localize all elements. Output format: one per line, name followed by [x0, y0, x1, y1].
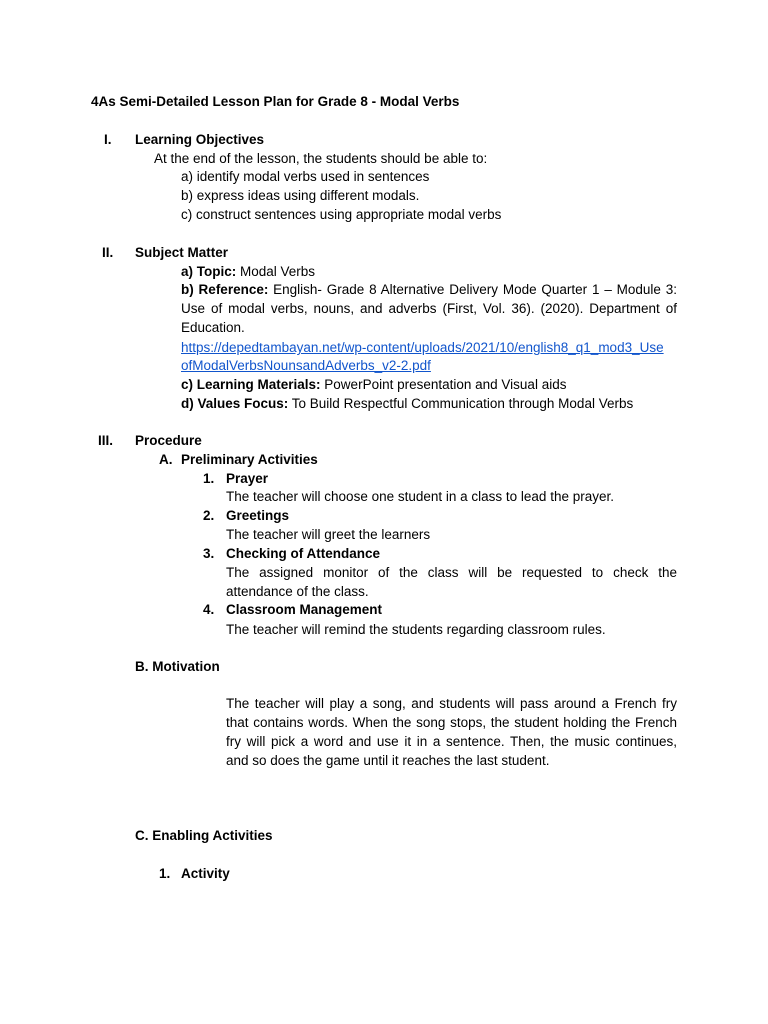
values-value: To Build Respectful Communication through Modal Verbs — [288, 396, 634, 411]
objective-item: c) construct sentences using appropriate modal verbs — [181, 207, 502, 222]
motivation-line: The teacher will play a song, and students will pass around a French fry — [226, 696, 677, 711]
objectives-intro: At the end of the lesson, the students should be able to: — [154, 151, 488, 166]
section-numeral-i: I. — [104, 132, 112, 147]
procedure-heading: Procedure — [135, 433, 202, 448]
topic-label: a) Topic: — [181, 264, 237, 279]
enabling-heading: C. Enabling Activities — [135, 828, 273, 843]
objectives-heading: Learning Objectives — [135, 132, 265, 147]
materials-label: c) Learning Materials: — [181, 377, 321, 392]
subject-heading: Subject Matter — [135, 245, 229, 260]
reference-label: b) Reference: — [181, 282, 269, 297]
page-title: 4As Semi-Detailed Lesson Plan for Grade 8 - Modal Verbs — [91, 94, 460, 109]
step-title-attendance: Checking of Attendance — [226, 546, 381, 561]
values-row — [181, 394, 633, 413]
reference-row-2: Use of modal verbs, nouns, and adverbs (First, Vol. 36). (2020). Department of — [181, 301, 677, 316]
step-number: 1. — [203, 471, 215, 486]
motivation-paragraph — [226, 694, 677, 770]
step-number: 3. — [203, 546, 215, 561]
step-text-prayer: The teacher will choose one student in a class to lead the prayer. — [226, 489, 614, 504]
step-title-greetings: Greetings — [226, 508, 290, 523]
motivation-line: and so does the game until it reaches the last student. — [226, 753, 550, 768]
motivation-heading: B. Motivation — [135, 659, 220, 674]
reference-link-continued[interactable]: ofModalVerbsNounsandAdverbs_v2-2.pdf — [181, 358, 431, 373]
motivation-line: that contains words. When the song stops, the student holding the French — [226, 715, 677, 730]
step-text-management: The teacher will remind the students regarding classroom rules. — [226, 622, 606, 637]
motivation-line: fry will pick a word and use it in a sentence. Then, the music continues, — [226, 734, 677, 749]
step-text-attendance — [226, 563, 677, 601]
materials-value: PowerPoint presentation and Visual aids — [320, 377, 567, 392]
reference-row-3: Education. — [181, 320, 245, 335]
objective-item: b) express ideas using different modals. — [181, 188, 420, 203]
section-numeral-iii: III. — [98, 433, 114, 448]
values-label: d) Values Focus: — [181, 396, 289, 411]
step-title-management: Classroom Management — [226, 602, 383, 617]
reference-text: English- Grade 8 Alternative Delivery Mode Quarter 1 – Module 3: — [268, 282, 677, 297]
preliminary-letter: A. — [159, 452, 173, 467]
step-number: 2. — [203, 508, 215, 523]
topic-value: Modal Verbs — [236, 264, 316, 279]
reference-link[interactable]: https://depedtambayan.net/wp-content/uploads/2021/10/english8_q1_mod3_Use — [181, 340, 664, 355]
enabling-step-title: Activity — [181, 866, 230, 881]
objective-item: a) identify modal verbs used in sentences — [181, 169, 430, 184]
preliminary-heading: Preliminary Activities — [181, 452, 318, 467]
reference-block — [181, 280, 677, 337]
attendance-line-2: attendance of the class. — [226, 584, 369, 599]
enabling-step-number: 1. — [159, 866, 171, 881]
topic-row — [181, 262, 315, 281]
attendance-line-1: The assigned monitor of the class will be requested to check the — [226, 565, 677, 580]
materials-row — [181, 375, 566, 394]
step-number: 4. — [203, 602, 215, 617]
reference-row-1 — [181, 280, 677, 299]
section-numeral-ii: II. — [102, 245, 114, 260]
step-title-prayer: Prayer — [226, 471, 269, 486]
step-text-greetings: The teacher will greet the learners — [226, 527, 431, 542]
